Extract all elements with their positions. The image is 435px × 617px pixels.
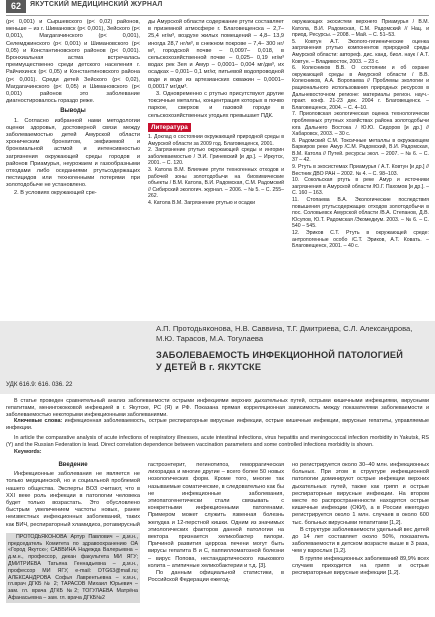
reference-item: 12. Эриков С.Т. Ртуть в окружающей среде: антропогенные особо /С.Т. Эриков, А.Т. Ковать. – Благовещенск, 2001. – 40 с. bbox=[292, 230, 429, 250]
udc-code: УДК 616.9: 616. 036. 22 bbox=[6, 381, 73, 388]
top-column-2 bbox=[148, 19, 284, 207]
paragraph: гастроэнтерит, пегинотипоз, геморрагическая лихорадка и многие другие – всего более 50 новых нозологических форм. Кроме того, многие так называемые соматические, в следовательно как бы не инфекционные заболевания, этиопатогенетически стали связывать с конкретными инфекционными патогенами. Примером может служить язвенная болезнь желудка и 12-перстной кишки. Одним из значимых этиологических факторов данной патологии на вектора признается хеликобактер пилори. Причиной развития церроза печени могут быть вирусы гепатита В и С, паппилломатозной болезни – вирус Попова, нестандартического языкового колита – атипичные хеликобактерии и т.д. [3]. bbox=[148, 462, 284, 569]
reference-item: окружающих экосистем верхнего Приамурья / В.М. Катола, В.И. Радомская, С.М. Радомский // Нац. и приод. Ресурсы. – 2008. – Май. – С. 51–53. bbox=[292, 19, 429, 39]
authors-line: А.П. Протодьяконова, Н.В. Саввина, Т.Г. Дмитриева, С.Л. Александрова, bbox=[156, 324, 413, 333]
abstract-en: In article the comparative analysis of acute infections of respiratory illnesses, acute intestinal infections, virus hepatitis and meningococcal infection morbidity in Yakutsk, RS (Y) and the Russian Federation is lead. Direct correlation dependence between vaccination parameters and some controlled infections morbidity is shown. bbox=[6, 434, 429, 448]
authors-line: М.Ю. Тарасов, М.А. Тогулаева bbox=[156, 334, 264, 343]
paragraph: Инфекционные заболевания не является не только медицинской, но и социальной проблемой нашего общества. Эксперты ВОЗ считают, что в XXI веке роль инфекции в патологии человека будет только возрастать. Это обусловлено быстрым увеличением частоты новых, ранее неизвестных инфекционных заболеваний, таких как ВИЧ, респираторный хламидиоз, ротавирусный bbox=[6, 471, 140, 528]
page-header bbox=[0, 0, 435, 14]
reference-item: 11. Стопаева В.А. Экологические последствия повышения ртутьсодержащих отходов золотодобычи в пос. Соловьевск Амурской области /В.А. Степанов, Д.В. Юсупов, Ю.Т. Радомская /Экомедиум. 2003. – № 6. – С. 540 – 545. bbox=[292, 197, 429, 230]
paragraph: 3. Одновременно с ртутью присутствуют другие токсичные металлы, концентрация которых в почво паркое, сверхов и газовой городе в сельскохозяйственных угодьях превышает ПДК. bbox=[148, 91, 284, 119]
reference-item: 9. Ртуть в экосистемах Приамурья / А.Т. Ковтун [и др.] // Вестник ДВО РАН – 2002. № 4. – С. 98–103. bbox=[292, 164, 429, 177]
keywords-ru bbox=[6, 418, 429, 432]
reference-item: 5. Ковтун А.Т. Эколого-гигиенические оценка загрязнения ртутью компонентов природной среды Амурской области: автореф. дис. канд. биол. наук / А.Т. Ковтун. – Владивосток, 2003. – 23 с. bbox=[292, 38, 429, 65]
abstract-ru: В статье проведен сравнительный анализ заболеваемости острыми инфекциями верхних дыхательных путей, острыми кишечными инфекциями, вирусными гепатитами, менингококковой инфекцией в г. Якутске, РС (Я) и РФ. Показана прямая корреляционная зависимость между показателями заболеваемости и заболеваемостью некоторыми инфекционными заболеваниями. bbox=[6, 398, 429, 418]
paragraph: 2. В условиях окружающей сре- bbox=[14, 189, 97, 196]
bottom-column-1 bbox=[6, 462, 140, 603]
reference-item: 2. Загрязнение ртутью окружающей среды и ингорин заболеваемостью / Э.И. Гриневский [и др.]. – Иркутск, 2001. – С. 120. bbox=[148, 147, 284, 167]
reference-item: 6. Колесников В.В. О состоянии и об охране окружающей среды в Амурской области / В.В. Колесников, А.А. Воропаева // Проблемы экологии и рационального использования природных ресурсов в Дальневосточном регионе: материалы регион. науч.-практ. конф. 21-23 дек. 2004 г. Благовещенск. – Благовещенск, 2004. – С. 4–10. bbox=[292, 65, 429, 111]
bottom-column-3 bbox=[292, 462, 429, 577]
paragraph: В структуре заболеваемости удельный вес детей до 14 лет составляет около 50%, показатель заболеваемости в детском возрасте выше в 3 раза, чем у взрослых [1,2]. bbox=[292, 526, 429, 555]
keywords-en-label: Keywords: bbox=[14, 448, 42, 455]
article-authors bbox=[156, 324, 431, 344]
title-line: ЗАБОЛЕВАЕМОСТЬ ИНФЕКЦИОННОЙ ПАТОЛОГИЕЙ bbox=[156, 350, 404, 360]
bottom-column-2 bbox=[148, 462, 284, 584]
header-rule bbox=[6, 15, 429, 16]
top-column-3 bbox=[292, 19, 429, 250]
article-title bbox=[156, 349, 431, 373]
references-label: Литература bbox=[148, 123, 191, 132]
paragraph: (p< 0,001) и Сыршевского (p< 0,02) районов, меньше – из г. Шимановск (p< 0,001), Зейского (p< 0,001), Магдагачинского (p< 0,001), Селемджинского (p< 0,001) и Шимановского (p< 0,05) и Константиновского районов (p< 0,001). Бронхиальная астма встречалась преимущественно среди детского населения г. Райчихинск (p< 0,05) и Константиновского района (p< 0,001). Среди детей Зейского (p< 0,02), Магдагачинского (p< 0,05) и Шимановского (p< 0,001) районов это заболевание диагностировалось гораздо реже. bbox=[6, 19, 140, 105]
title-line: У ДЕТЕЙ В г. ЯКУТСКЕ bbox=[156, 362, 262, 372]
keywords-ru-text: инфекционная заболеваемость, острые респираторные вирусные инфекции, острые кишечные инфекции, вирусные гепатиты, управляемые инфекции. bbox=[6, 418, 429, 432]
article-abstract bbox=[6, 398, 429, 455]
reference-item: 3. Катола В.М. Влияние ртути техногенных отходов и рабочей зоны золотодобычи на биохимические объекты / В.М. Катола, В.И. Радомская, С.М. Радомский // Сибирский экологич. журнал. – 2006. – № 5. – С. 255–262. bbox=[148, 167, 284, 200]
paragraph: ды Амурской области содержание ртути составляет в приземной атмосфере г. Благовещенска – 2,7– 25,4 нг/м³, воздухе жилых помещений – 4,8– 13,9 иногда 28,7 нг/м³, в снежном покрове – 7,4– 300 нг/м³, городской почве – 0,0097– 0,018, в сельскохозяйственной почве – 0,025– 0,19 нг/м³ водах рек Зея и Амур – 0,0001– 0,004 мг/дм³, их осадках – 0,001– 0,1 мг/кг, питьевой водопроводной воде и воде из артезианских скважин – 0,0001– 0,00017 мг/дм³. bbox=[148, 19, 284, 90]
keywords-ru-label: Ключевые слова: bbox=[14, 418, 63, 425]
reference-item: 10. Сокольская ртуть в реке Амур и источники загрязнения в Амурской области /Ю.Г. Пахомов [и др.]. – С. 160 – 163. bbox=[292, 177, 429, 197]
journal-title: ЯКУТСКИЙ МЕДИЦИНСКИЙ ЖУРНАЛ bbox=[30, 1, 163, 8]
paragraph: но регистрируется около 30–40 млн. инфекционных больных. При этом в структуре инфекционной патологии доминируют острые инфекции верхних дыхательных путей, также как грипп и острые респираторные вирусные инфекции. На втором месте по распространенности находятся острые кишечные инфекции (ОКИ), а в России ежегодно регистрируется около 1 млн. случаев в около 600 тыс. больных вирусными гепатитами [1,2]. bbox=[292, 462, 429, 526]
paragraph: 1. Согласно избранной нами методологии оценки здоровья, достоверной связи между заболеваемостью детей Амурской области хроническим бронхитом, эмфиземой и бронхиальной астмой и интенсивностью загрязнения окружающей среды городов и районов Приамурья, неурожаем и газообразными отходами либо оседаниями ртутьсодержащих пестицидов или техногенными потерями при золотодобыче не установлено. bbox=[6, 117, 140, 189]
paragraph: В группе инфекционных заболеваний 89,9% всех случаев приходится на грипп и острые респираторные вирусные инфекции [1,2]. bbox=[292, 555, 429, 577]
reference-item: 4. Катола В.М. Загрязнение ртутью и осадки bbox=[148, 199, 255, 206]
top-column-1 bbox=[6, 19, 140, 197]
reference-item: 7. Приоловская экологическая оценка технологически проблемных ртутных хозяйствах района золотодобычи юга Дальнего Востока / Ю.Ю. Сидоров [и др.] // Хабаровск, 2003. – 30 с. bbox=[292, 111, 429, 138]
reference-item: 8. Радомский С.М. Токсичные металлы в окружающем Баркиров реке Амур /С.М. Радомский, В.И. Радомская, В.М. Катола // Путей. ресурсы экол. – 2007. – № 6. – С. 37 – 42. bbox=[292, 137, 429, 164]
reference-item: 1. Доклад о состоянии окружающей природной среды в Амурской области за 2009 год. Благовещенск, 2001. bbox=[148, 134, 284, 147]
author-info: ПРОТОДЬЯКОНОВА Артур Павлович – д.м.н., председатель Комитета по здравоохранению ОА «Город Якутск»; САВВИНА Надежда Валерьевна – д.м.н., профессор, декан факультета МИ ЯГУ; ДМИТРИЕВА Татьяна Геннадьевна – д.м.н., профессор МИ ЯГУ, e-mail: DTG63@mail.ru; АЛЕКСАНДРОВА Софья Лаврентьевна – к.м.н., гл.врач ДГКБ № 2; ТАРАСОВ Михаил Юрьевич – зам. гл. врача ДГКБ №2; ТОГУЛАЕВА Матрёна Афанасьевна – зам. гл. врача ДГКБ№2 bbox=[8, 533, 138, 601]
section-heading-introduction: Введение bbox=[58, 462, 88, 468]
section-heading-conclusions: Выводы bbox=[60, 108, 86, 115]
keywords-en bbox=[6, 449, 429, 456]
page-number: 62 bbox=[6, 0, 26, 13]
paragraph: По данным официальной статистики, в Российской Федерации ежегод- bbox=[148, 570, 284, 584]
